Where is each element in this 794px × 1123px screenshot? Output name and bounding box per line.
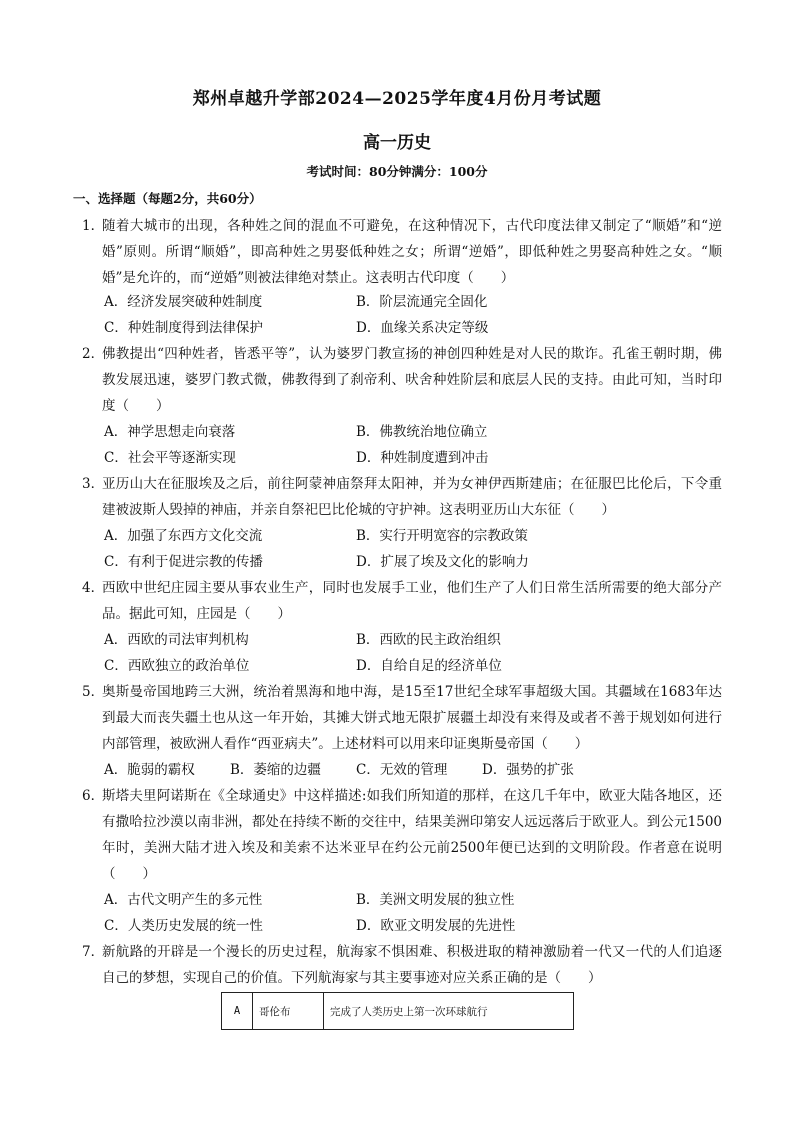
option-d[interactable]: D．血缘关系决定等级 [356, 320, 489, 336]
option-d[interactable]: D．种姓制度遭到冲击 [356, 450, 489, 466]
option-b[interactable]: B．美洲文明发展的独立性 [356, 892, 515, 908]
navigator-table [221, 992, 574, 1030]
question-number: 6． [82, 788, 105, 804]
option-b[interactable]: B．实行开明宽容的宗教政策 [356, 528, 528, 544]
question-stem: 奥斯曼帝国地跨三大洲，统治着黑海和地中海，是15至17世纪全球军事超级大国。其疆域在1683年达到最大而丧失疆土也从这一年开始，其摊大饼式地无限扩展疆土却没有来得及或者不善于规划如何进行内部管理，被欧洲人看作“西亚病夫”。上述材料可以用来印证奥斯曼帝国（ ） [102, 684, 722, 752]
question-number: 1． [82, 218, 105, 234]
question-stem: 新航路的开辟是一个漫长的历史过程，航海家不惧困难、积极进取的精神激励着一代又一代的人们追逐自己的梦想，实现自己的价值。下列航海家与其主要事迹对应关系正确的是（ ） [102, 944, 722, 986]
option-b[interactable]: B．萎缩的边疆 [230, 762, 321, 778]
option-a[interactable]: A．神学思想走向衰落 [104, 424, 236, 440]
question-5 [82, 679, 722, 757]
exam-info: 考试时间：80分钟满分：100分 [306, 164, 488, 179]
table-cell-navigator: 哥伦布 [253, 993, 324, 1030]
option-d[interactable]: D．强势的扩张 [482, 762, 574, 778]
table-cell-achievement: 完成了人类历史上第一次环球航行 [324, 993, 574, 1030]
question-stem: 亚历山大在征服埃及之后，前往阿蒙神庙祭拜太阳神，并为女神伊西斯建庙；在征服巴比伦后，下令重建被波斯人毁掉的神庙，并亲自祭祀巴比伦城的守护神。这表明亚历山大东征（ ） [102, 476, 722, 518]
question-stem: 随着大城市的出现，各种姓之间的混血不可避免，在这种情况下，古代印度法律又制定了“顺婚”和“逆婚”原则。所谓“顺婚”，即高种姓之男娶低种姓之女；所谓“逆婚”，即低种姓之男娶高种姓之女。“顺婚”是允许的，而“逆婚”则被法律绝对禁止。这表明古代印度（ ） [102, 218, 722, 286]
option-c[interactable]: C．西欧独立的政治单位 [104, 658, 250, 674]
question-number: 3． [82, 476, 105, 492]
question-number: 2． [82, 346, 105, 362]
option-b[interactable]: B．佛教统治地位确立 [356, 424, 488, 440]
question-4 [82, 575, 722, 627]
option-a[interactable]: A．西欧的司法审判机构 [104, 632, 249, 648]
table-row [222, 993, 574, 1030]
option-c[interactable]: C．种姓制度得到法律保护 [104, 320, 263, 336]
question-1 [82, 213, 722, 291]
option-c[interactable]: C．无效的管理 [356, 762, 448, 778]
question-number: 4． [82, 580, 105, 596]
exam-subject: 高一历史 [363, 133, 431, 153]
question-stem: 西欧中世纪庄园主要从事农业生产，同时也发展手工业，他们生产了人们日常生活所需要的绝大部分产品。据此可知，庄园是（ ） [102, 580, 722, 622]
option-b[interactable]: B．阶层流通完全固化 [356, 294, 488, 310]
question-stem: 佛教提出“四种姓者，皆悉平等”，认为婆罗门教宣扬的神创四种姓是对人民的欺诈。孔雀王朝时期，佛教发展迅速，婆罗门教式微，佛教得到了刹帝利、吠舍种姓阶层和底层人民的支持。由此可知，当时印度（ ） [102, 346, 722, 414]
table-cell-option: A [222, 993, 253, 1030]
option-a[interactable]: A．加强了东西方文化交流 [104, 528, 263, 544]
option-c[interactable]: C．人类历史发展的统一性 [104, 918, 263, 934]
question-7 [82, 939, 722, 991]
question-2 [82, 341, 722, 419]
option-a[interactable]: A．经济发展突破种姓制度 [104, 294, 263, 310]
option-a[interactable]: A．脆弱的霸权 [104, 762, 195, 778]
option-d[interactable]: D．自给自足的经济单位 [356, 658, 502, 674]
question-stem: 斯塔夫里阿诺斯在《全球通史》中这样描述:如我们所知道的那样，在这几千年中，欧亚大陆各地区，还有撒哈拉沙漠以南非洲，都处在持续不断的交往中，结果美洲印第安人远远落后于欧亚人。到公元1500年时，美洲大陆才进入埃及和美索不达米亚早在约公元前2500年便已达到的文明阶段。作者意在说明（ ） [102, 788, 722, 882]
question-number: 7． [82, 944, 105, 960]
option-d[interactable]: D．欧亚文明发展的先进性 [356, 918, 516, 934]
question-number: 5． [82, 684, 105, 700]
question-3 [82, 471, 722, 523]
option-c[interactable]: C．社会平等逐渐实现 [104, 450, 236, 466]
option-b[interactable]: B．西欧的民主政治组织 [356, 632, 501, 648]
question-6 [82, 783, 722, 887]
exam-title: 郑州卓越升学部2024—2025学年度4月份月考试题 [192, 89, 602, 109]
option-a[interactable]: A．古代文明产生的多元性 [104, 892, 263, 908]
section-header: 一、选择题（每题2分，共60分） [73, 191, 262, 206]
option-d[interactable]: D．扩展了埃及文化的影响力 [356, 554, 529, 570]
option-c[interactable]: C．有利于促进宗教的传播 [104, 554, 263, 570]
